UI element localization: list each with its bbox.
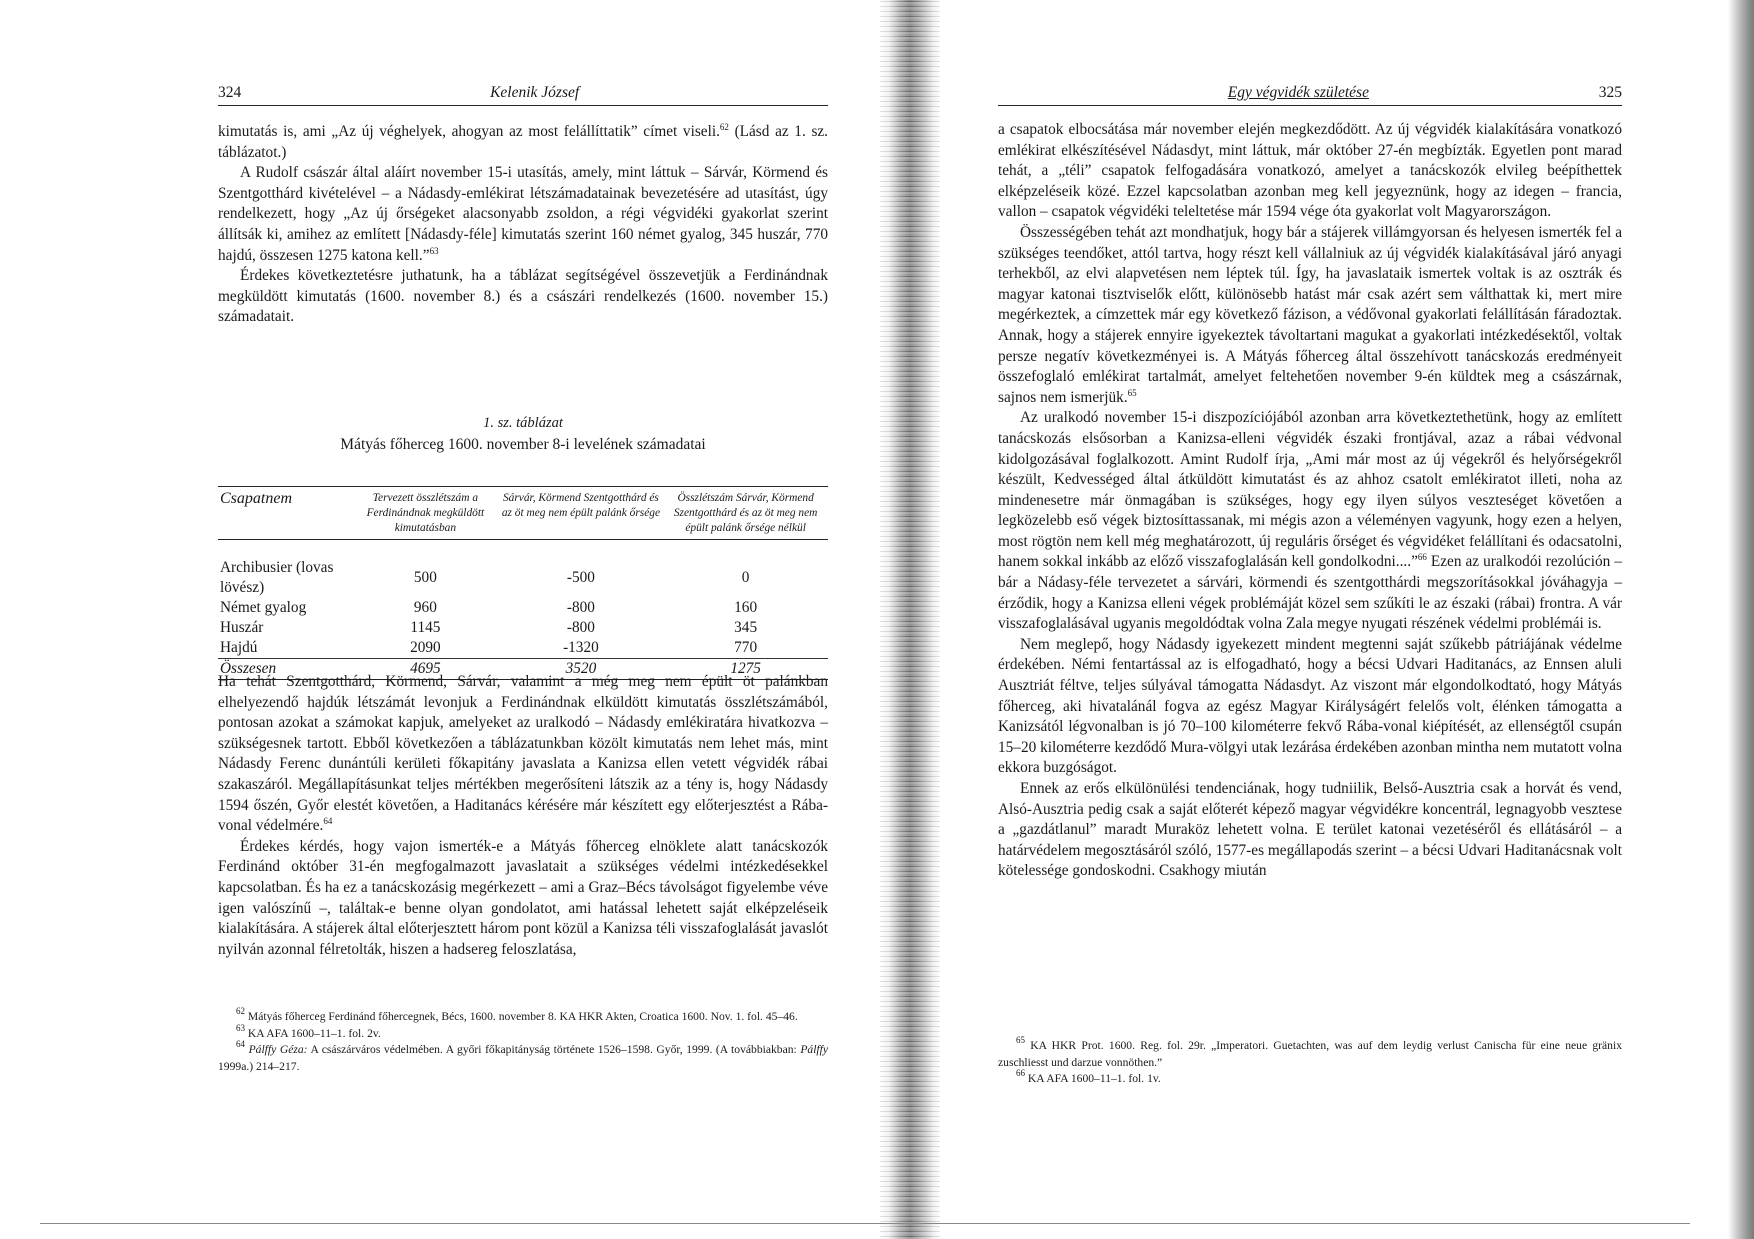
- cell-garrison: -500: [566, 569, 595, 586]
- cell-troop: Huszár: [220, 619, 264, 636]
- table-header-row: [218, 487, 828, 540]
- column-header: Csapatnem: [218, 487, 352, 540]
- cell-planned: 500: [413, 569, 437, 586]
- column-header: Sárvár, Körmend Szentgotthárd és az öt meg nem épült palánk őrsége: [499, 487, 664, 540]
- cell-troop: Hajdú: [218, 638, 352, 659]
- footnote: $^{62}$ Mátyás főherceg Ferdinánd főhercegnek, Bécs, 1600. november 8. KA HKR Akten, Croatica 1600. Nov. 1. fol. 45–46.: [236, 1006, 798, 1023]
- cell-garrison: -1320: [499, 638, 664, 659]
- paragraph: A Rudolf császár által aláírt november 15-i utasítás, amely, mint láttuk – Sárvár, Körmend és Szentgotthárd kivételével – a Nádasdy-emlékirat létszámadatainak bevezetésére ad utasítást, úgy rendelkezett, hogy „Az új őrségeket alacsonyabb zsoldon, a régi végvidéki gyakorlat szerint állítsák ki, amihez az említett [Nádasdy-féle] kimutatás szerint 160 német gyalog, 345 huszár, 770 hajdú, összesen 1275 katona kell.”$^{63}$: [218, 164, 828, 264]
- data-table: [218, 486, 828, 680]
- column-header: Tervezett összlétszám a Ferdinándnak megküldött kimutatásban: [352, 487, 498, 540]
- footnote-ref[interactable]: 66: [1417, 552, 1427, 563]
- footnote-ref[interactable]: 63: [429, 245, 439, 256]
- table-caption: [218, 412, 828, 456]
- cell-total-garrison: 3520: [499, 659, 664, 680]
- page-number: 324: [218, 84, 242, 101]
- left-page-header: [218, 84, 828, 106]
- footnote: $^{65}$ KA HKR Prot. 1600. Reg. fol. 29r. „Imperatori. Guetachten, was auf dem leydig verlust Canischa für eine neue gränix zuschliesst und darzue vonnöthen.”: [998, 1035, 1622, 1069]
- paragraph: a csapatok elbocsátása már november elején megkezdődött. Az új végvidék kialakítására vonatkozó emlékirat elkészítésével Nádasdyt, mint láttuk, már október 27-én megbízták. Egyetlen pont marad tehát, a „téli” csapatok felfogadására vonatkozó, amelyet a tanácskozók elvileg beépíthettek elképzeléseik közé. Ezzel kapcsolatban azonban meg kell jegyeznünk, hogy az idegen – francia, vallon – csapatok végvidéki teleltetése már 1594 vége óta gyakorlat volt Magyarországon.: [998, 121, 1622, 221]
- paragraph: Nem meglepő, hogy Nádasdy igyekezett mindent megtenni saját szűkebb pátriájának védelme érdekében. Némi fentartással az is elfogadható, hogy a bécsi Udvari Haditanács, az Ennsen aluli Ausztriát féltve, teljes súlyával támogatta Nádasdyt. Az viszont már elgondolkodtató, hogy Mátyás főherceg, aki hivatalánál fogva az egész Magyar Királyságért felelős volt, élénken támogatta a Kanizsától légvonalban is jó 70–100 kilométerre fekvő Rába-vonal kiépítését, az ellenségtől csupán 15–20 kilométerre kezdődő Mura-völgyi utak lezárása érdekében azonban mintha nem mutatott volna ekkora buzgóságot.: [998, 635, 1622, 777]
- running-head: Egy végvidék születése: [1227, 84, 1369, 101]
- cell-total-planned: 4695: [352, 659, 498, 680]
- footnotes: [218, 1006, 829, 1075]
- running-head: Kelenik József: [490, 84, 580, 101]
- right-body: [998, 120, 1622, 882]
- paragraph: Ennek az erős elkülönülési tendenciának, hogy tudniilik, Belső-Ausztria csak a horvát és vend, Alsó-Ausztria pedig csak a saját előterét képező magyar végvidékre koncentrál, legnagyobb vesztese a „gazdátlanul” maradt Muraköz lehetett volna. E terület katonai vezetéséről és ellátásáról – a határvédelem megosztásáról szóló, 1577-es megállapodás szerint – a bécsi Udvari Haditanácsnak volt kötelessége gondoskodni. Csakhogy miután: [998, 780, 1622, 880]
- paragraph: Érdekes kérdés, hogy vajon ismerték-e a Mátyás főherceg elnöklete alatt tanácskozók Ferdinánd október 31-én megfogalmazott javaslatait a szükséges védelmi intézkedésekkel kapcsolatban. És ha ez a tanácskozásig megérkezett – ami a Graz–Bécs távolságot figyelembe véve igen valószínű –, találtak-e benne olyan gondolatot, ami hatással lehetett saját elképzeléseik kialakítására. A stájerek által előterjesztett három pont közül a Kanizsa téli visszafoglalását javaslót nyilván azonnal félretolták, hiszen a hadsereg feloszlatása,: [218, 837, 828, 958]
- cell-planned: 2090: [352, 638, 498, 659]
- table-number: 1. sz. táblázat: [483, 415, 563, 431]
- cell-total-remaining: 1275: [663, 659, 828, 680]
- table-row: [218, 638, 828, 659]
- footnote: $^{63}$ KA AFA 1600–11–1. fol. 2v.: [236, 1022, 381, 1040]
- cell-remaining: 345: [734, 619, 758, 636]
- cell-troop: Német gyalog: [220, 599, 307, 616]
- footnotes: [998, 1035, 1622, 1088]
- table-title: Mátyás főherceg 1600. november 8-i levelének számadatai: [340, 436, 706, 453]
- table-row: [218, 618, 828, 638]
- page-number: 325: [1598, 84, 1622, 101]
- scan-bottom-edge: [40, 1223, 1690, 1224]
- footnote-ref[interactable]: 62: [719, 122, 729, 132]
- right-page-header: [998, 84, 1622, 106]
- cell-remaining: 770: [663, 638, 828, 659]
- cell-planned: 960: [413, 599, 437, 616]
- table-row: [218, 540, 828, 599]
- cell-planned: 1145: [410, 619, 441, 636]
- cell-remaining: 160: [734, 599, 758, 616]
- footnote: $^{64}$ Pálffy Géza: A császárváros védelmében. A győri főkapitányság története 1526–1598. Győr, 1999. (A továbbiakban: Pálffy 1999a.) 214–217.: [218, 1039, 829, 1073]
- footnote: $^{66}$ KA AFA 1600–11–1. fol. 1v.: [1016, 1068, 1161, 1086]
- paragraph: Ha tehát Szentgotthárd, Körmend, Sárvár, valamint a még meg nem épült öt palánkban elhelyezendő hajdúk létszámát levonjuk a Ferdinándnak elküldött kimutatás összlétszámából, pontosan azokat a számokat kapjuk, amelyeket az uralkodó – Nádasdy emlékiratára hivatkozva – szükségesnek tartott. Ebből következően a táblázatunkban közölt kimutatás nem lehet más, mint Nádasdy Ferenc dunántúli kerületi főkapitány javaslata a Kanizsa ellen vetett végvidék rábai szakaszáról. Megállapításunkat teljes mértékben megerősíteni látszik az a tény is, hogy Nádasdy 1594 őszén, Győr elestét követően, a Haditanács kérésére már készített egy előterjesztést a Rába-vonal védelmére.$^{64}$: [218, 673, 828, 835]
- footnote-ref[interactable]: 64: [323, 816, 333, 827]
- footnote-ref[interactable]: 65: [1127, 387, 1137, 398]
- cell-remaining: 0: [741, 569, 750, 586]
- right-page: [880, 0, 1754, 1239]
- paragraph: kimutatás is, ami „Az új véghelyek, ahogyan az most felállíttatik” címet viseli.$^{62}$ (Lásd az 1. sz. táblázatot.): [218, 122, 829, 161]
- left-body-bottom: [218, 672, 828, 960]
- paragraph: Az uralkodó november 15-i diszpozíciójából azonban arra következtethetünk, hogy az említett tanácskozás elsősorban a Kanizsa-elleni végvidék északi frontjával, azaz a rábai védvonal kidolgozásával foglalkozott. Amint Rudolf írja, „Ami már most az új végekről és helyőrségekről készült, Kedvességed által átküldött kimutatást és az ahhoz csatolt emlékiratot illeti, noha az mindenesetre már önmagában is szükséges, hogy egy ilyen súlyos veszteséget követően a legközelebb eső végek biztosíttassanak, mi mégis azon a véleményen vagyunk, hogy ezen a helyen, most rögtön nem kell még meghatározott, új reguláris őrséget és végvidéket felállítani és odacsatolni, hanem sokkal inkább az előző visszafoglalásán kell gondolkodni....”$^{66}$ Ezen az uralkodói rezolúción – bár a Nádasy-féle tervezetet a sárvári, körmendi és szentgotthárdi megszorításokkal jóváhagyja – érződik, hogy a Kanizsa elleni végek problémáját közel sem szűkíti le az északi (rábai) frontra. A vár visszafoglalásával ugyanis megoldódtak volna Zala megye nyugati részének védelmi problémái is.: [998, 409, 1622, 633]
- table-row: [218, 598, 828, 618]
- cell-garrison: -800: [566, 619, 595, 636]
- column-header: Összlétszám Sárvár, Körmend Szentgotthárd és az öt meg nem épült palánk őrsége nélkül: [663, 487, 828, 540]
- paragraph: Érdekes következtetésre juthatunk, ha a táblázat segítségével összevetjük a Ferdinándnak megküldött kimutatás (1600. november 8.) és a császári rendelkezés (1600. november 15.) számadatait.: [218, 267, 828, 326]
- left-body-top: [218, 122, 828, 328]
- cell-troop: Archibusier (lovas lövész): [220, 559, 334, 596]
- cell-total-label: Összesen: [218, 659, 352, 680]
- cell-garrison: -800: [566, 599, 595, 616]
- paragraph: Összességében tehát azt mondhatjuk, hogy bár a stájerek villámgyorsan és helyesen ismerték fel a szükséges teendőket, attól tartva, hogy részt kell vállalniuk az új végvidék kialakításával járó anyagi terhekből, az elvi alapvetésen nem léptek túl. Így, ha javaslataik ismertek voltak is az osztrák és magyar katonai tisztviselők előtt, különösebb hatást már csak azért sem válthattak ki, mert mire megérkeztek, a címzettek már egy következő fázison, a védővonal gyakorlati felállításán fáradoztak. Annak, hogy a stájerek ennyire igyekeztek távoltartani magukat a gyakorlati intézkedésektől, voltak persze negatív következményei is. A Mátyás főherceg által összehívott tanácskozás eredményeit összefoglaló emlékirat tartalmát, amelyet feltehetően november 9-én küldtek meg a császárnak, sajnos nem ismerjük.$^{65}$: [998, 223, 1622, 406]
- book-edge-shadow: [1728, 0, 1754, 1239]
